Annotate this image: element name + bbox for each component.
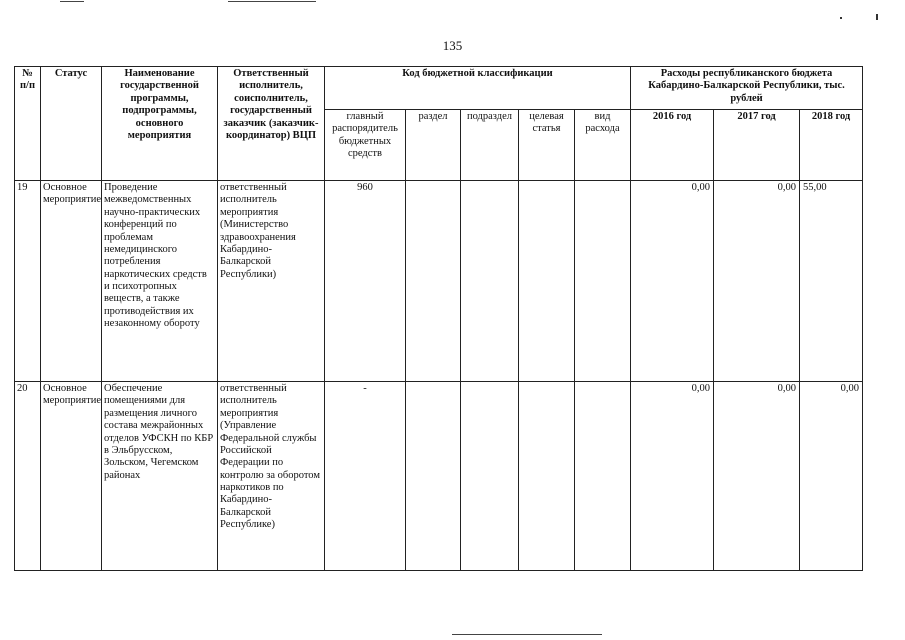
header-2018: 2018 год <box>800 110 863 181</box>
header-status: Статус <box>41 67 102 181</box>
row-expense-type <box>575 382 631 571</box>
row-section <box>406 181 461 382</box>
scan-dot <box>840 17 842 19</box>
row-target-article <box>519 382 575 571</box>
row-2018: 0,00 <box>800 382 863 571</box>
row-num: 20 <box>15 382 41 571</box>
row-subsection <box>461 181 519 382</box>
row-subsection <box>461 382 519 571</box>
row-2017: 0,00 <box>714 181 800 382</box>
row-section <box>406 382 461 571</box>
scan-artifact-top <box>228 1 316 2</box>
header-2016: 2016 год <box>631 110 714 181</box>
row-name: Обеспечение помещениями для размещения личного состава межрайонных отделов УФСКН по КБР в Эльбрусском, Зольском, Чегемском районах <box>102 382 218 571</box>
header-name: Наименование государственной программы, подпрограммы, основного мероприятия <box>102 67 218 181</box>
header-section: раздел <box>406 110 461 181</box>
header-2017: 2017 год <box>714 110 800 181</box>
scan-artifact-bottom <box>452 634 602 635</box>
table-row <box>15 181 863 382</box>
scan-artifact-top-left <box>60 1 84 2</box>
header-budget-code: Код бюджетной классификации <box>325 67 631 110</box>
row-num: 19 <box>15 181 41 382</box>
header-num: № п/п <box>15 67 41 181</box>
scan-dot <box>876 14 878 20</box>
row-2017: 0,00 <box>714 382 800 571</box>
row-2016: 0,00 <box>631 181 714 382</box>
row-expense-type <box>575 181 631 382</box>
header-main-manager: главный распорядитель бюджетных средств <box>325 110 406 181</box>
row-name: Проведение межведомственных научно-практических конференций по проблемам немедицинского потребления наркотических средств и психотропных веществ, а также противодействия их незаконному обороту <box>102 181 218 382</box>
header-expense-type: вид расхода <box>575 110 631 181</box>
page-number: 135 <box>442 38 463 53</box>
header-executor: Ответственный исполнитель, соисполнитель, государственный заказчик (заказчик-координатор) ВЦП <box>218 67 325 181</box>
row-2018: 55,00 <box>800 181 863 382</box>
row-status: Основное мероприятие <box>41 181 102 382</box>
row-main-manager: 960 <box>325 181 406 382</box>
row-executor: ответственный исполнитель мероприятия (Министерство здравоохранения Кабардино-Балкарской Республики) <box>218 181 325 382</box>
row-2016: 0,00 <box>631 382 714 571</box>
row-target-article <box>519 181 575 382</box>
header-subsection: подраздел <box>461 110 519 181</box>
budget-table <box>14 66 863 571</box>
row-status: Основное мероприятие <box>41 382 102 571</box>
row-main-manager: - <box>325 382 406 571</box>
table-row <box>15 382 863 571</box>
header-expenses: Расходы республиканского бюджета Кабардино-Балкарской Республики, тыс. рублей <box>631 67 863 110</box>
header-target-article: целевая статья <box>519 110 575 181</box>
row-executor: ответственный исполнитель мероприятия (Управление Федеральной службы Российской Федерации по контролю за оборотом наркотиков по Кабардино-Балкарской Республике) <box>218 382 325 571</box>
